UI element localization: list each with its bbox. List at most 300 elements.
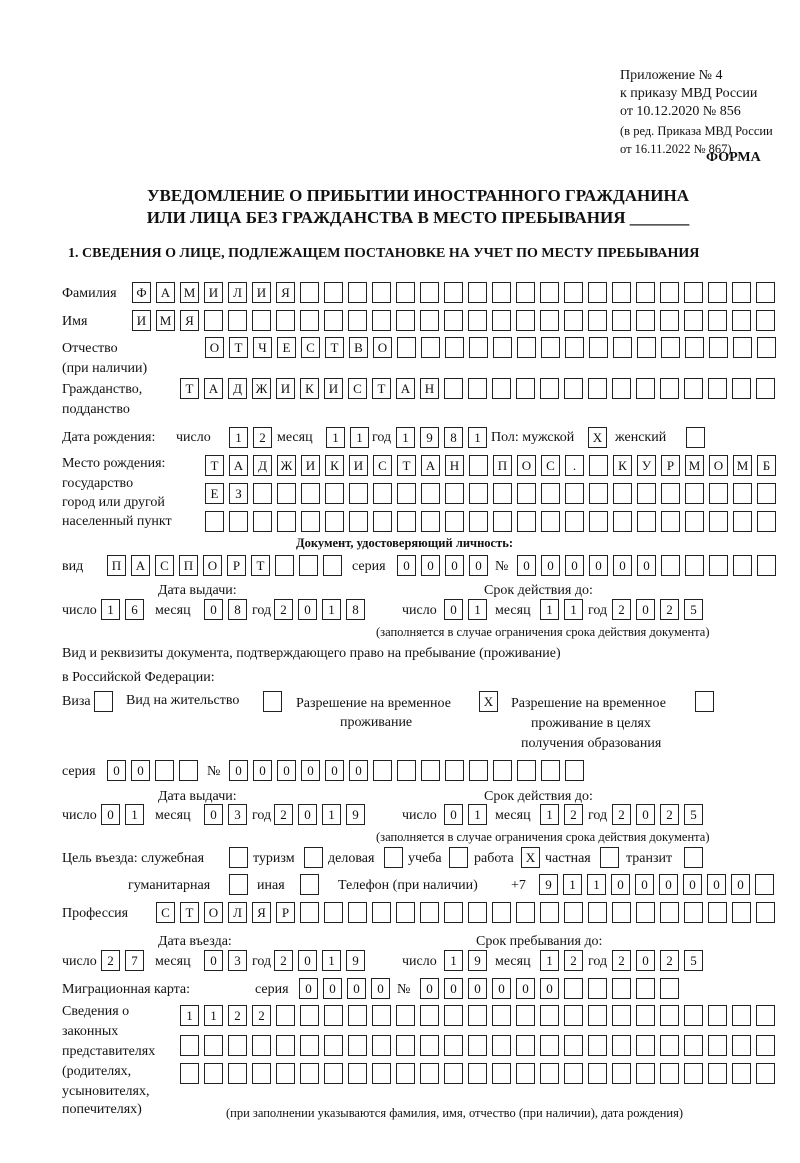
char-cell[interactable]: Ж (252, 378, 271, 399)
char-cell[interactable] (204, 1035, 223, 1056)
char-cell[interactable]: 9 (539, 874, 558, 895)
char-cell[interactable]: 0 (298, 599, 317, 620)
char-cell[interactable] (564, 1035, 583, 1056)
char-cell[interactable] (516, 902, 535, 923)
char-cell[interactable]: 0 (421, 555, 440, 576)
char-cell[interactable]: Т (229, 337, 248, 358)
char-cell[interactable]: 0 (445, 555, 464, 576)
char-cell[interactable] (565, 483, 584, 504)
char-cell[interactable] (396, 1063, 415, 1084)
char-cell[interactable] (444, 1063, 463, 1084)
char-cell[interactable] (732, 310, 751, 331)
char-cell[interactable] (396, 282, 415, 303)
char-cell[interactable]: А (156, 282, 175, 303)
char-cell[interactable] (660, 282, 679, 303)
char-cell[interactable] (732, 1035, 751, 1056)
char-cell[interactable] (636, 378, 655, 399)
char-cell[interactable] (613, 337, 632, 358)
char-cell[interactable] (516, 1005, 535, 1026)
char-cell[interactable]: 1 (322, 950, 341, 971)
char-cell[interactable] (588, 378, 607, 399)
checkbox[interactable] (304, 847, 323, 868)
char-cell[interactable] (348, 1035, 367, 1056)
char-cell[interactable] (612, 978, 631, 999)
char-cell[interactable] (492, 282, 511, 303)
char-cell[interactable] (612, 1005, 631, 1026)
char-cell[interactable] (349, 483, 368, 504)
char-cell[interactable]: 1 (540, 804, 559, 825)
char-cell[interactable] (684, 282, 703, 303)
char-cell[interactable]: 1 (587, 874, 606, 895)
char-cell[interactable] (709, 511, 728, 532)
char-cell[interactable]: 0 (659, 874, 678, 895)
char-cell[interactable] (493, 483, 512, 504)
char-cell[interactable]: А (131, 555, 150, 576)
char-cell[interactable] (492, 1005, 511, 1026)
char-cell[interactable]: 2 (660, 804, 679, 825)
char-cell[interactable] (588, 282, 607, 303)
char-cell[interactable] (397, 483, 416, 504)
char-cell[interactable] (732, 378, 751, 399)
checkbox[interactable] (94, 691, 113, 712)
char-cell[interactable]: 9 (346, 950, 365, 971)
char-cell[interactable] (637, 511, 656, 532)
checkbox[interactable]: X (479, 691, 498, 712)
char-cell[interactable]: К (325, 455, 344, 476)
char-cell[interactable]: 1 (444, 950, 463, 971)
char-cell[interactable]: С (156, 902, 175, 923)
char-cell[interactable] (420, 282, 439, 303)
char-cell[interactable] (589, 455, 608, 476)
char-cell[interactable]: 0 (635, 874, 654, 895)
char-cell[interactable] (493, 511, 512, 532)
char-cell[interactable] (708, 902, 727, 923)
char-cell[interactable] (588, 1005, 607, 1026)
char-cell[interactable] (757, 337, 776, 358)
char-cell[interactable] (612, 1035, 631, 1056)
char-cell[interactable]: У (637, 455, 656, 476)
char-cell[interactable]: Л (228, 282, 247, 303)
char-cell[interactable] (661, 483, 680, 504)
char-cell[interactable] (468, 1063, 487, 1084)
char-cell[interactable]: И (324, 378, 343, 399)
char-cell[interactable]: 3 (228, 950, 247, 971)
char-cell[interactable]: 0 (731, 874, 750, 895)
char-cell[interactable] (444, 282, 463, 303)
char-cell[interactable]: 0 (444, 978, 463, 999)
char-cell[interactable] (516, 378, 535, 399)
char-cell[interactable]: Я (276, 282, 295, 303)
char-cell[interactable] (636, 310, 655, 331)
checkbox[interactable] (229, 874, 248, 895)
char-cell[interactable] (588, 902, 607, 923)
char-cell[interactable] (516, 310, 535, 331)
char-cell[interactable]: 0 (298, 804, 317, 825)
char-cell[interactable]: 0 (589, 555, 608, 576)
char-cell[interactable] (348, 1063, 367, 1084)
char-cell[interactable]: 1 (322, 599, 341, 620)
char-cell[interactable] (660, 902, 679, 923)
char-cell[interactable] (180, 1035, 199, 1056)
char-cell[interactable]: К (300, 378, 319, 399)
char-cell[interactable]: 0 (325, 760, 344, 781)
char-cell[interactable] (277, 483, 296, 504)
char-cell[interactable]: 2 (252, 1005, 271, 1026)
char-cell[interactable] (492, 378, 511, 399)
char-cell[interactable] (733, 483, 752, 504)
char-cell[interactable]: 9 (420, 427, 439, 448)
char-cell[interactable]: 7 (125, 950, 144, 971)
char-cell[interactable]: В (349, 337, 368, 358)
char-cell[interactable]: 0 (229, 760, 248, 781)
char-cell[interactable]: С (348, 378, 367, 399)
char-cell[interactable]: 1 (180, 1005, 199, 1026)
char-cell[interactable] (373, 483, 392, 504)
char-cell[interactable] (540, 282, 559, 303)
char-cell[interactable]: 8 (346, 599, 365, 620)
char-cell[interactable]: Ф (132, 282, 151, 303)
char-cell[interactable]: З (229, 483, 248, 504)
char-cell[interactable]: 0 (371, 978, 390, 999)
char-cell[interactable] (540, 378, 559, 399)
checkbox[interactable] (263, 691, 282, 712)
checkbox[interactable]: X (521, 847, 540, 868)
char-cell[interactable] (588, 1035, 607, 1056)
char-cell[interactable] (300, 282, 319, 303)
char-cell[interactable] (613, 483, 632, 504)
char-cell[interactable]: Б (757, 455, 776, 476)
char-cell[interactable]: 1 (326, 427, 345, 448)
char-cell[interactable]: Т (180, 902, 199, 923)
char-cell[interactable] (613, 511, 632, 532)
char-cell[interactable]: Д (253, 455, 272, 476)
char-cell[interactable]: 0 (107, 760, 126, 781)
char-cell[interactable] (732, 1005, 751, 1026)
char-cell[interactable] (492, 1035, 511, 1056)
char-cell[interactable]: А (229, 455, 248, 476)
char-cell[interactable] (492, 1063, 511, 1084)
char-cell[interactable] (756, 1035, 775, 1056)
char-cell[interactable] (660, 310, 679, 331)
char-cell[interactable] (180, 1063, 199, 1084)
char-cell[interactable] (636, 902, 655, 923)
char-cell[interactable] (756, 1005, 775, 1026)
char-cell[interactable] (420, 1035, 439, 1056)
char-cell[interactable]: П (179, 555, 198, 576)
char-cell[interactable] (708, 1063, 727, 1084)
char-cell[interactable] (253, 511, 272, 532)
char-cell[interactable] (565, 337, 584, 358)
char-cell[interactable] (564, 978, 583, 999)
char-cell[interactable]: 9 (346, 804, 365, 825)
char-cell[interactable] (179, 760, 198, 781)
char-cell[interactable]: С (373, 455, 392, 476)
char-cell[interactable]: 0 (204, 950, 223, 971)
char-cell[interactable]: 0 (323, 978, 342, 999)
char-cell[interactable]: 0 (637, 555, 656, 576)
char-cell[interactable]: 2 (660, 950, 679, 971)
char-cell[interactable] (492, 902, 511, 923)
checkbox[interactable] (695, 691, 714, 712)
char-cell[interactable]: О (709, 455, 728, 476)
char-cell[interactable] (420, 1005, 439, 1026)
char-cell[interactable]: 0 (516, 978, 535, 999)
char-cell[interactable] (276, 1063, 295, 1084)
char-cell[interactable] (252, 310, 271, 331)
char-cell[interactable] (589, 511, 608, 532)
char-cell[interactable] (396, 1035, 415, 1056)
char-cell[interactable]: 2 (612, 804, 631, 825)
char-cell[interactable] (276, 310, 295, 331)
char-cell[interactable]: 0 (683, 874, 702, 895)
char-cell[interactable] (685, 337, 704, 358)
char-cell[interactable]: 0 (517, 555, 536, 576)
char-cell[interactable] (612, 1063, 631, 1084)
char-cell[interactable] (373, 511, 392, 532)
char-cell[interactable]: 1 (564, 599, 583, 620)
char-cell[interactable] (589, 483, 608, 504)
char-cell[interactable]: 1 (125, 804, 144, 825)
char-cell[interactable]: Я (180, 310, 199, 331)
char-cell[interactable]: А (204, 378, 223, 399)
char-cell[interactable]: Д (228, 378, 247, 399)
char-cell[interactable]: Т (397, 455, 416, 476)
char-cell[interactable] (325, 483, 344, 504)
char-cell[interactable]: 2 (660, 599, 679, 620)
char-cell[interactable] (517, 483, 536, 504)
char-cell[interactable]: 0 (298, 950, 317, 971)
char-cell[interactable] (324, 1035, 343, 1056)
char-cell[interactable] (348, 1005, 367, 1026)
char-cell[interactable]: 1 (563, 874, 582, 895)
char-cell[interactable] (541, 760, 560, 781)
char-cell[interactable] (756, 282, 775, 303)
char-cell[interactable]: Р (276, 902, 295, 923)
char-cell[interactable] (469, 760, 488, 781)
char-cell[interactable]: 9 (468, 950, 487, 971)
char-cell[interactable] (708, 310, 727, 331)
char-cell[interactable] (300, 1035, 319, 1056)
char-cell[interactable] (229, 511, 248, 532)
char-cell[interactable] (253, 483, 272, 504)
char-cell[interactable]: 2 (274, 950, 293, 971)
char-cell[interactable] (757, 511, 776, 532)
char-cell[interactable] (564, 1063, 583, 1084)
char-cell[interactable]: 0 (540, 978, 559, 999)
char-cell[interactable]: 8 (228, 599, 247, 620)
char-cell[interactable] (755, 874, 774, 895)
char-cell[interactable]: М (733, 455, 752, 476)
char-cell[interactable] (444, 1005, 463, 1026)
char-cell[interactable]: Л (228, 902, 247, 923)
char-cell[interactable]: 0 (707, 874, 726, 895)
char-cell[interactable]: Р (227, 555, 246, 576)
char-cell[interactable]: Т (372, 378, 391, 399)
char-cell[interactable] (660, 1005, 679, 1026)
char-cell[interactable] (299, 555, 318, 576)
char-cell[interactable] (636, 1035, 655, 1056)
char-cell[interactable] (445, 337, 464, 358)
char-cell[interactable] (564, 1005, 583, 1026)
char-cell[interactable]: 2 (612, 950, 631, 971)
char-cell[interactable]: 0 (101, 804, 120, 825)
char-cell[interactable]: 8 (444, 427, 463, 448)
char-cell[interactable] (732, 282, 751, 303)
char-cell[interactable] (564, 902, 583, 923)
char-cell[interactable] (445, 511, 464, 532)
char-cell[interactable] (757, 483, 776, 504)
char-cell[interactable]: Е (277, 337, 296, 358)
char-cell[interactable] (540, 1063, 559, 1084)
char-cell[interactable]: П (107, 555, 126, 576)
char-cell[interactable] (469, 483, 488, 504)
char-cell[interactable] (492, 310, 511, 331)
char-cell[interactable] (541, 511, 560, 532)
char-cell[interactable] (421, 760, 440, 781)
char-cell[interactable] (684, 1035, 703, 1056)
char-cell[interactable] (372, 310, 391, 331)
char-cell[interactable] (300, 1005, 319, 1026)
char-cell[interactable] (444, 1035, 463, 1056)
char-cell[interactable] (324, 310, 343, 331)
char-cell[interactable] (708, 378, 727, 399)
char-cell[interactable] (397, 760, 416, 781)
char-cell[interactable]: 0 (131, 760, 150, 781)
char-cell[interactable]: 2 (564, 950, 583, 971)
char-cell[interactable] (372, 1063, 391, 1084)
char-cell[interactable] (324, 1005, 343, 1026)
char-cell[interactable] (636, 282, 655, 303)
char-cell[interactable]: Т (251, 555, 270, 576)
char-cell[interactable] (516, 282, 535, 303)
char-cell[interactable] (756, 310, 775, 331)
char-cell[interactable]: О (517, 455, 536, 476)
char-cell[interactable] (325, 511, 344, 532)
char-cell[interactable] (612, 282, 631, 303)
char-cell[interactable] (685, 483, 704, 504)
char-cell[interactable]: О (204, 902, 223, 923)
char-cell[interactable] (541, 483, 560, 504)
char-cell[interactable] (252, 1035, 271, 1056)
char-cell[interactable] (588, 1063, 607, 1084)
char-cell[interactable]: 0 (636, 804, 655, 825)
char-cell[interactable]: Ч (253, 337, 272, 358)
char-cell[interactable] (517, 511, 536, 532)
char-cell[interactable]: 0 (253, 760, 272, 781)
char-cell[interactable]: 0 (397, 555, 416, 576)
char-cell[interactable]: 1 (229, 427, 248, 448)
char-cell[interactable] (396, 310, 415, 331)
char-cell[interactable] (421, 483, 440, 504)
char-cell[interactable] (564, 310, 583, 331)
char-cell[interactable] (733, 555, 752, 576)
char-cell[interactable]: О (205, 337, 224, 358)
char-cell[interactable] (708, 1035, 727, 1056)
char-cell[interactable] (661, 337, 680, 358)
char-cell[interactable]: 0 (636, 950, 655, 971)
char-cell[interactable]: М (685, 455, 704, 476)
char-cell[interactable] (756, 902, 775, 923)
char-cell[interactable] (372, 902, 391, 923)
char-cell[interactable]: Н (420, 378, 439, 399)
char-cell[interactable] (637, 483, 656, 504)
char-cell[interactable]: 5 (684, 804, 703, 825)
char-cell[interactable]: 0 (444, 599, 463, 620)
char-cell[interactable] (517, 760, 536, 781)
char-cell[interactable]: 0 (444, 804, 463, 825)
char-cell[interactable] (660, 378, 679, 399)
char-cell[interactable] (709, 337, 728, 358)
char-cell[interactable] (468, 1005, 487, 1026)
char-cell[interactable]: 6 (125, 599, 144, 620)
char-cell[interactable] (445, 483, 464, 504)
char-cell[interactable]: 1 (396, 427, 415, 448)
char-cell[interactable]: О (203, 555, 222, 576)
char-cell[interactable]: 5 (684, 599, 703, 620)
char-cell[interactable] (493, 760, 512, 781)
char-cell[interactable] (421, 511, 440, 532)
char-cell[interactable]: 2 (253, 427, 272, 448)
char-cell[interactable]: И (204, 282, 223, 303)
char-cell[interactable]: 2 (274, 599, 293, 620)
char-cell[interactable] (636, 978, 655, 999)
char-cell[interactable] (228, 1035, 247, 1056)
char-cell[interactable] (323, 555, 342, 576)
char-cell[interactable]: 1 (350, 427, 369, 448)
char-cell[interactable]: 0 (420, 978, 439, 999)
checkbox[interactable] (384, 847, 403, 868)
char-cell[interactable] (732, 1063, 751, 1084)
char-cell[interactable]: Ж (277, 455, 296, 476)
char-cell[interactable] (468, 902, 487, 923)
char-cell[interactable]: С (155, 555, 174, 576)
char-cell[interactable]: С (301, 337, 320, 358)
char-cell[interactable] (300, 902, 319, 923)
char-cell[interactable]: 1 (540, 599, 559, 620)
char-cell[interactable]: 0 (277, 760, 296, 781)
checkbox[interactable] (600, 847, 619, 868)
char-cell[interactable]: 0 (611, 874, 630, 895)
char-cell[interactable] (684, 1005, 703, 1026)
char-cell[interactable] (516, 1035, 535, 1056)
char-cell[interactable] (661, 555, 680, 576)
char-cell[interactable]: О (373, 337, 392, 358)
char-cell[interactable] (372, 282, 391, 303)
char-cell[interactable] (756, 378, 775, 399)
char-cell[interactable] (468, 378, 487, 399)
checkbox[interactable] (684, 847, 703, 868)
char-cell[interactable] (420, 310, 439, 331)
char-cell[interactable]: А (421, 455, 440, 476)
char-cell[interactable]: 0 (347, 978, 366, 999)
char-cell[interactable] (684, 1063, 703, 1084)
char-cell[interactable] (276, 1005, 295, 1026)
char-cell[interactable] (660, 1035, 679, 1056)
char-cell[interactable] (324, 282, 343, 303)
char-cell[interactable] (684, 310, 703, 331)
char-cell[interactable] (277, 511, 296, 532)
char-cell[interactable]: 1 (101, 599, 120, 620)
char-cell[interactable]: 0 (541, 555, 560, 576)
char-cell[interactable] (373, 760, 392, 781)
char-cell[interactable] (565, 760, 584, 781)
char-cell[interactable] (541, 337, 560, 358)
char-cell[interactable] (421, 337, 440, 358)
char-cell[interactable]: Т (205, 455, 224, 476)
char-cell[interactable] (445, 760, 464, 781)
char-cell[interactable] (372, 1035, 391, 1056)
char-cell[interactable] (204, 310, 223, 331)
